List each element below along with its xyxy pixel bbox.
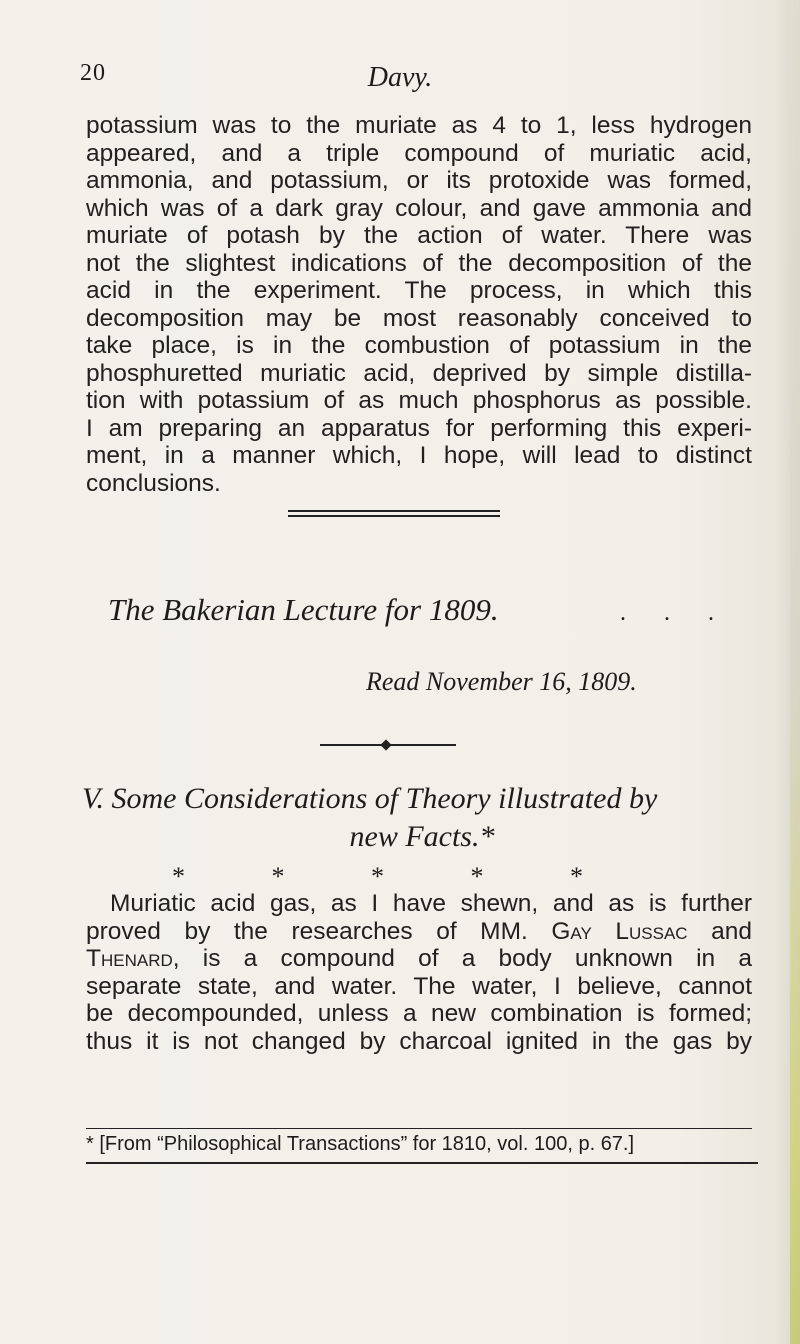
name-thenard: Thenard [86,945,173,972]
section-title-line-2: new Facts.* [349,820,495,853]
footnote-rule [86,1128,752,1129]
text-line: phosphuretted muriatic acid, deprived by simple distilla- [86,359,752,387]
text-line: potassium was to the muriate as 4 to 1, less hydrogen [86,112,752,139]
section-title [82,780,762,856]
text-line: not the slightest indications of the decomposition of the [86,249,752,277]
text-line: take place, is in the combustion of potassium in the [86,332,752,359]
text-line: tion with potassium of as much phosphorus as possible. [86,387,752,414]
text-segment: proved by the researches of MM. [86,917,552,945]
text-line: decomposition may be most reasonably conceived to [86,304,752,332]
footnote: * [From “Philosophical Transactions” for 1810, vol. 100, p. 67.] [86,1133,635,1155]
name-gay-lussac: Gay Lussac [551,917,688,945]
section-divider-double-rule [288,510,500,520]
text-segment: , is a compound of a body unknown in a [172,945,752,972]
text-line: Muriatic acid gas, as I have shewn, and as is further [110,890,752,917]
text-line: be decompounded, unless a new combination is formed; [86,1000,752,1027]
paragraph-2 [86,890,752,1055]
read-date: Read November 16, 1809. [366,667,637,696]
text-segment: and [687,917,752,945]
text-line: muriate of potash by the action of water. There was [86,222,752,249]
text-line [86,918,752,946]
running-head: Davy. [367,62,433,93]
paragraph-1 [86,112,752,497]
text-line: I am preparing an apparatus for performing this experi- [86,414,752,442]
section-title-line-1: V. Some Considerations of Theory illustrated by [82,782,658,815]
text-line: thus it is not changed by charcoal ignited in the gas by [86,1027,752,1055]
text-line [86,945,752,973]
page-number: 20 [80,60,106,86]
text-line: ammonia, and potassium, or its protoxide was formed, [86,167,752,194]
footnote-bottom-rule [86,1162,758,1164]
text-line: appeared, and a triple compound of muriatic acid, [86,139,752,167]
page-header [0,56,800,100]
text-line: conclusions. [86,469,221,497]
page-edge [790,0,800,1344]
text-line: which was of a dark gray colour, and gave ammonia and [86,194,752,222]
asterisk-row: * * * * * [172,862,623,891]
text-line: separate state, and water. The water, I believe, cannot [86,972,752,1000]
lecture-title: The Bakerian Lecture for 1809. [108,592,499,627]
text-line: acid in the experiment. The process, in which this [86,277,752,304]
decorative-dots: . . . [620,600,730,626]
text-line: ment, in a manner which, I hope, will lead to distinct [86,442,752,469]
